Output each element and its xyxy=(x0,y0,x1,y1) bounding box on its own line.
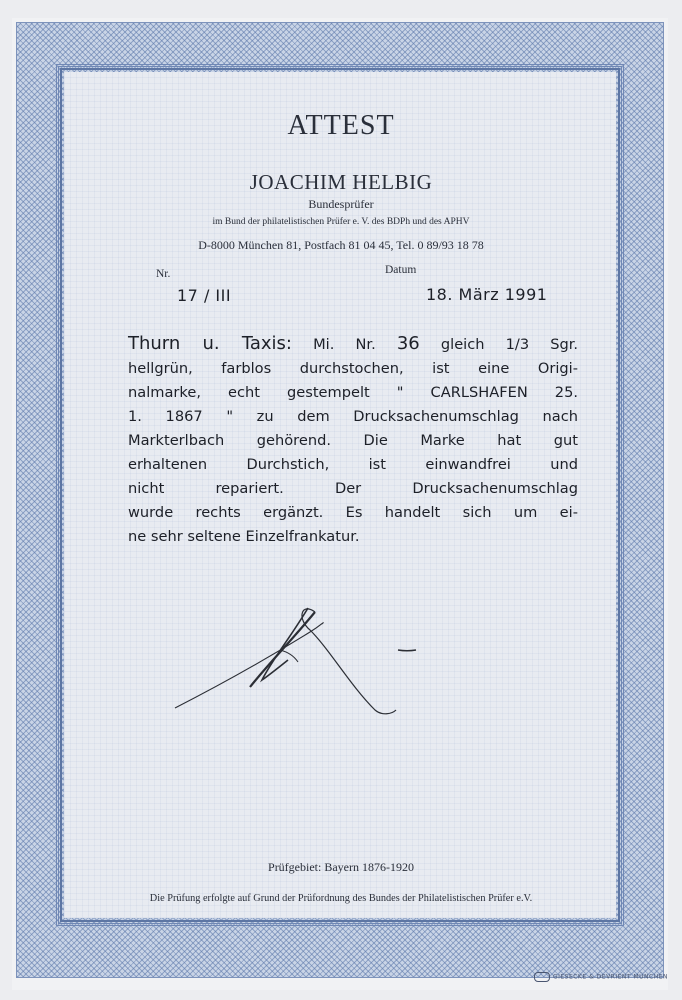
body-line: nicht repariert. Der Drucksachenumschlag xyxy=(128,480,578,497)
document-title: ATTEST xyxy=(287,110,395,141)
body-line: erhaltenen Durchstich, ist einwandfrei und xyxy=(128,456,578,473)
examiner-address: D-8000 München 81, Postfach 81 04 45, Tel. 0 89/93 18 78 xyxy=(198,238,484,252)
body-line: Markterlbach gehörend. Die Marke hat gut xyxy=(128,432,578,449)
body-catalog-number: 36 xyxy=(396,333,420,354)
body-value-note: gleich 1/3 Sgr. xyxy=(440,336,579,353)
datum-value: 18. März 1991 xyxy=(426,285,548,304)
certificate-body xyxy=(128,332,578,549)
datum-label: Datum xyxy=(385,264,417,276)
examiner-association: im Bund der philatelistischen Prüfer e. V. des BDPh und des APHV xyxy=(212,217,470,227)
nr-label: Nr. xyxy=(156,268,171,280)
body-line: ne sehr seltene Einzelfrankatur. xyxy=(128,528,360,545)
body-line: wurde rechts ergänzt. Es handelt sich um ei- xyxy=(128,504,578,521)
body-line: hellgrün, farblos durchstochen, ist eine Origi- xyxy=(128,360,578,377)
body-line: nalmarke, echt gestempelt " CARLSHAFEN 25. xyxy=(128,384,578,401)
examiner-role: Bundesprüfer xyxy=(308,197,374,211)
handwritten-signature xyxy=(170,590,430,720)
printer-logo-icon xyxy=(534,972,550,982)
examination-area: Prüfgebiet: Bayern 1876-1920 xyxy=(268,860,414,874)
body-line: 1. 1867 " zu dem Drucksachenumschlag nach xyxy=(128,408,578,425)
printer-imprint xyxy=(534,972,668,982)
body-catalog-label: Mi. Nr. xyxy=(313,336,376,353)
examiner-name: JOACHIM HELBIG xyxy=(249,170,433,194)
printer-name: GIESECKE & DEVRIENT MÜNCHEN xyxy=(552,973,668,981)
body-line xyxy=(128,332,578,357)
nr-value: 17 / III xyxy=(177,286,232,305)
examination-basis: Die Prüfung erfolgte auf Grund der Prüfordnung des Bundes der Philatelistischen Prüfer e.V. xyxy=(149,893,533,904)
body-heading: Thurn u. Taxis: xyxy=(128,333,292,354)
